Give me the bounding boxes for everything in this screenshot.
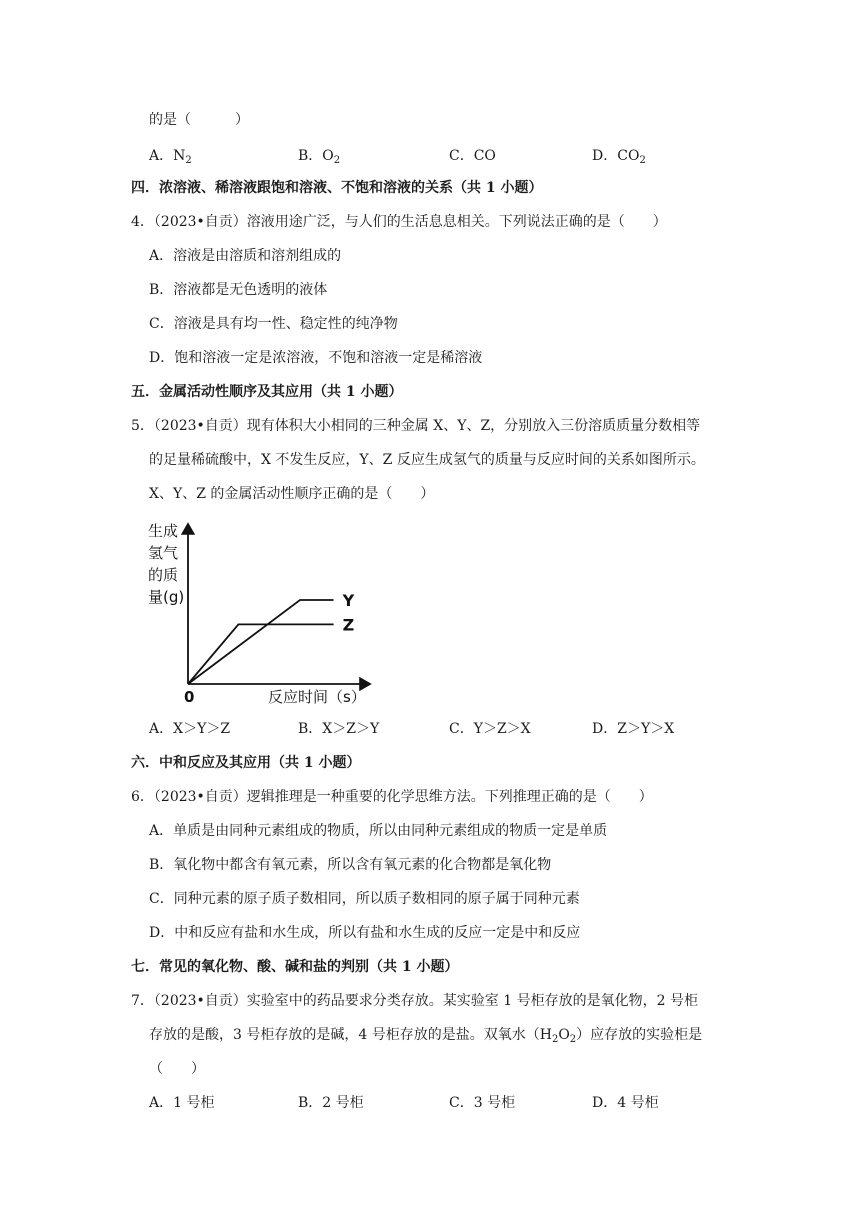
q4-option-b: B．溶液都是无色透明的液体: [149, 282, 328, 298]
q3-option-a: A．$N_2$: [149, 148, 192, 166]
y-axis-label-line-4: 量(g): [148, 588, 185, 606]
q5-option-d: D．Z＞Y＞X: [592, 721, 675, 737]
q6-option-c: C．同种元素的原子质子数相同，所以质子数相同的原子属于同种元素: [149, 891, 580, 907]
q3-option-c: C．CO: [449, 148, 496, 164]
q4-stem: 4．（2023•自贡）溶液用途广泛，与人们的生活息息相关。下列说法正确的是（ ）: [131, 214, 667, 230]
y-axis-label-line-3: 的质: [148, 566, 179, 584]
y-axis-label-line-2: 氢气: [148, 544, 179, 562]
x-axis-label: 反应时间（s）: [268, 688, 366, 706]
hydrogen-mass-graph: [148, 518, 378, 708]
q6-option-a: A．单质是由同种元素组成的物质，所以由同种元素组成的物质一定是单质: [149, 823, 608, 839]
q7-stem-line-2: 存放的是酸，3 号柜存放的是碱，4 号柜存放的是盐。双氧水$(H_2O_2)$应存放的实验柜是: [149, 1027, 703, 1045]
origin-label: 0: [184, 688, 195, 706]
q6-option-d: D．中和反应有盐和水生成，所以有盐和水生成的反应一定是中和反应: [149, 925, 581, 941]
q4-option-d: D．饱和溶液一定是浓溶液，不饱和溶液一定是稀溶液: [149, 350, 483, 366]
q5-option-a: A．X＞Y＞Z: [149, 721, 231, 737]
series-label-y: Y: [342, 591, 355, 610]
section-heading-7: 七．常见的氧化物、酸、碱和盐的判别（共 1 小题）: [131, 959, 459, 975]
q6-option-b: B．氧化物中都含有氧元素，所以含有氧元素的化合物都是氧化物: [149, 857, 552, 873]
series-line-z: [188, 624, 334, 684]
series-line-y: [188, 600, 334, 684]
q5-option-b: B．X＞Z＞Y: [298, 721, 380, 737]
q5-option-c: C．Y＞Z＞X: [449, 721, 531, 737]
q5-stem-line-1: 5．（2023•自贡）现有体积大小相同的三种金属 X、Y、Z，分别放入三份溶质质量分数相等: [131, 418, 701, 434]
q6-stem: 6．（2023•自贡）逻辑推理是一种重要的化学思维方法。下列推理正确的是（ ）: [131, 789, 653, 805]
y-axis-label-line-1: 生成: [148, 522, 179, 540]
q7-stem-line-3: （ ）: [149, 1061, 205, 1077]
q4-option-a: A．溶液是由溶质和溶剂组成的: [149, 248, 342, 264]
q5-stem-line-3: X、Y、Z 的金属活动性顺序正确的是（ ）: [149, 486, 435, 502]
series-label-z: Z: [342, 615, 355, 635]
q5-stem-line-2: 的足量稀硫酸中，X 不发生反应，Y、Z 反应生成氢气的质量与反应时间的关系如图所示。: [149, 452, 705, 468]
q4-option-c: C．溶液是具有均一性、稳定性的纯净物: [149, 316, 398, 332]
q3-stem-tail: 的是（ ）: [149, 112, 249, 128]
q7-option-a: A．1 号柜: [149, 1095, 215, 1111]
q7-option-d: D．4 号柜: [592, 1095, 659, 1111]
section-heading-5: 五．金属活动性顺序及其应用（共 1 小题）: [131, 384, 403, 400]
q7-option-c: C．3 号柜: [449, 1095, 516, 1111]
q7-option-b: B．2 号柜: [298, 1095, 364, 1111]
q7-stem-line-1: 7．（2023•自贡）实验室中的药品要求分类存放。某实验室 1 号柜存放的是氧化物，2 号柜: [131, 993, 698, 1009]
section-heading-4: 四．浓溶液、稀溶液跟饱和溶液、不饱和溶液的关系（共 1 小题）: [131, 180, 543, 196]
q3-option-d: D．$CO_2$: [592, 148, 646, 166]
section-heading-6: 六．中和反应及其应用（共 1 小题）: [131, 755, 361, 771]
q3-option-b: B．$O_2$: [298, 148, 341, 166]
